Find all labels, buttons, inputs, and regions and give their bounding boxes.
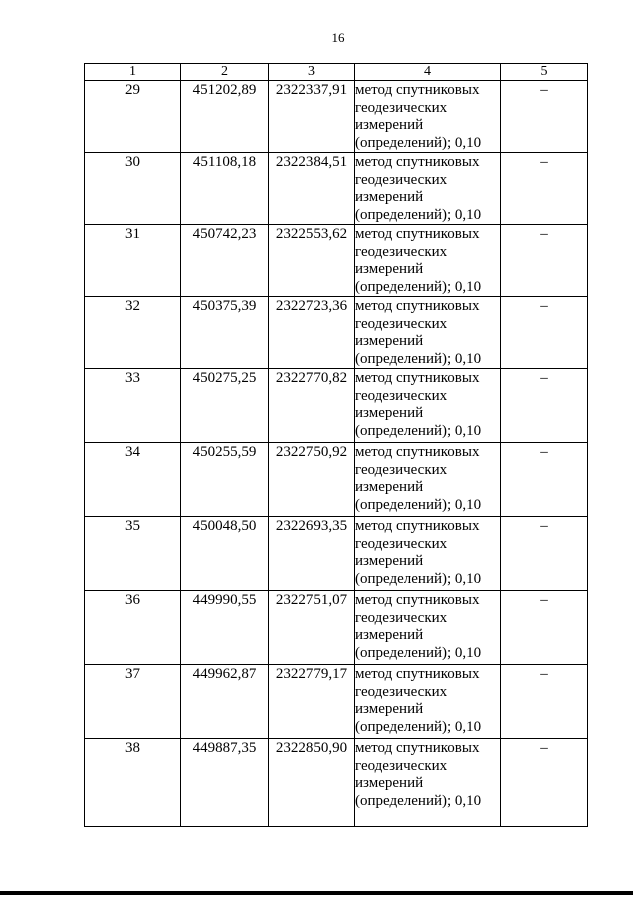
method-line: (определений); 0,10 xyxy=(355,496,482,513)
col-3-value-cell: 2322693,35 xyxy=(269,517,355,591)
method-line: геодезических xyxy=(355,387,448,404)
col-5-value-cell: – xyxy=(501,443,588,517)
point-number-cell: 30 xyxy=(85,153,181,225)
method-line: метод спутниковых xyxy=(355,298,480,314)
table-header xyxy=(85,64,588,81)
table-row xyxy=(85,517,588,591)
col-3-value-cell: 2322850,90 xyxy=(269,739,355,827)
method-line: геодезических xyxy=(355,609,448,626)
col-2-value-cell: 450375,39 xyxy=(181,297,269,369)
header-cell-1: 1 xyxy=(85,64,181,81)
col-2-value-cell: 450275,25 xyxy=(181,369,269,443)
col-3-value-cell: 2322751,07 xyxy=(269,591,355,665)
method-cell xyxy=(355,665,501,739)
col-5-value-cell: – xyxy=(501,739,588,827)
method-line: измерений xyxy=(355,117,424,133)
method-line: геодезических xyxy=(355,243,448,260)
col-2-value-cell: 449990,55 xyxy=(181,591,269,665)
method-line: измерений xyxy=(355,333,424,349)
method-line: (определений); 0,10 xyxy=(355,570,482,587)
method-line: (определений); 0,10 xyxy=(355,644,482,661)
table-row xyxy=(85,153,588,225)
method-line: геодезических xyxy=(355,461,448,478)
method-line: геодезических xyxy=(355,535,448,552)
point-number-cell: 33 xyxy=(85,369,181,443)
method-line: (определений); 0,10 xyxy=(355,718,482,735)
point-number-cell: 35 xyxy=(85,517,181,591)
point-number-cell: 29 xyxy=(85,81,181,153)
method-cell xyxy=(355,369,501,443)
point-number-cell: 34 xyxy=(85,443,181,517)
method-line: метод спутниковых xyxy=(355,592,480,608)
method-line: геодезических xyxy=(355,171,448,188)
col-3-value-cell: 2322553,62 xyxy=(269,225,355,297)
table-row xyxy=(85,369,588,443)
method-line: (определений); 0,10 xyxy=(355,134,482,151)
table-row xyxy=(85,225,588,297)
method-line: метод спутниковых xyxy=(355,154,480,170)
col-3-value-cell: 2322384,51 xyxy=(269,153,355,225)
col-3-value-cell: 2322770,82 xyxy=(269,369,355,443)
method-line: метод спутниковых xyxy=(355,82,480,98)
col-5-value-cell: – xyxy=(501,517,588,591)
table-row xyxy=(85,81,588,153)
method-line: метод спутниковых xyxy=(355,666,480,682)
method-line: измерений xyxy=(355,405,424,421)
method-line: измерений xyxy=(355,479,424,495)
point-number-cell: 32 xyxy=(85,297,181,369)
point-number-cell: 38 xyxy=(85,739,181,827)
col-3-value-cell: 2322723,36 xyxy=(269,297,355,369)
method-line: (определений); 0,10 xyxy=(355,278,482,295)
method-line: геодезических xyxy=(355,315,448,332)
method-line: геодезических xyxy=(355,99,448,116)
method-line: (определений); 0,10 xyxy=(355,350,482,367)
method-line: геодезических xyxy=(355,757,448,774)
page-number: 16 xyxy=(331,30,345,45)
method-cell xyxy=(355,591,501,665)
method-line: измерений xyxy=(355,627,424,643)
col-2-value-cell: 451202,89 xyxy=(181,81,269,153)
col-3-value-cell: 2322337,91 xyxy=(269,81,355,153)
method-line: (определений); 0,10 xyxy=(355,792,482,809)
table-row xyxy=(85,443,588,517)
point-number-cell: 31 xyxy=(85,225,181,297)
bottom-rule xyxy=(0,891,633,895)
table-row xyxy=(85,739,588,827)
method-line: (определений); 0,10 xyxy=(355,206,482,223)
header-cell-4: 4 xyxy=(355,64,501,81)
col-2-value-cell: 450742,23 xyxy=(181,225,269,297)
col-5-value-cell: – xyxy=(501,591,588,665)
method-cell xyxy=(355,517,501,591)
col-2-value-cell: 449962,87 xyxy=(181,665,269,739)
table-row xyxy=(85,297,588,369)
col-5-value-cell: – xyxy=(501,665,588,739)
method-cell xyxy=(355,153,501,225)
col-5-value-cell: – xyxy=(501,297,588,369)
col-2-value-cell: 451108,18 xyxy=(181,153,269,225)
method-cell xyxy=(355,225,501,297)
header-cell-2: 2 xyxy=(181,64,269,81)
col-5-value-cell: – xyxy=(501,225,588,297)
method-line: измерений xyxy=(355,553,424,569)
method-line: измерений xyxy=(355,701,424,717)
method-cell xyxy=(355,297,501,369)
col-3-value-cell: 2322779,17 xyxy=(269,665,355,739)
method-line: (определений); 0,10 xyxy=(355,422,482,439)
method-line: геодезических xyxy=(355,683,448,700)
header-cell-3: 3 xyxy=(269,64,355,81)
table-row xyxy=(85,591,588,665)
col-2-value-cell: 450255,59 xyxy=(181,443,269,517)
method-line: метод спутниковых xyxy=(355,518,480,534)
method-line: измерений xyxy=(355,775,424,791)
table-body xyxy=(85,81,588,827)
method-cell xyxy=(355,443,501,517)
method-line: метод спутниковых xyxy=(355,740,480,756)
method-line: метод спутниковых xyxy=(355,444,480,460)
col-2-value-cell: 450048,50 xyxy=(181,517,269,591)
header-cell-5: 5 xyxy=(501,64,588,81)
col-5-value-cell: – xyxy=(501,369,588,443)
table-row xyxy=(85,665,588,739)
col-3-value-cell: 2322750,92 xyxy=(269,443,355,517)
method-line: метод спутниковых xyxy=(355,370,480,386)
col-5-value-cell: – xyxy=(501,153,588,225)
point-number-cell: 36 xyxy=(85,591,181,665)
point-number-cell: 37 xyxy=(85,665,181,739)
coordinates-table xyxy=(84,63,588,827)
method-line: измерений xyxy=(355,261,424,277)
method-cell xyxy=(355,81,501,153)
header-row xyxy=(85,64,588,81)
method-cell xyxy=(355,739,501,827)
method-line: метод спутниковых xyxy=(355,226,480,242)
col-5-value-cell: – xyxy=(501,81,588,153)
method-line: измерений xyxy=(355,189,424,205)
col-2-value-cell: 449887,35 xyxy=(181,739,269,827)
